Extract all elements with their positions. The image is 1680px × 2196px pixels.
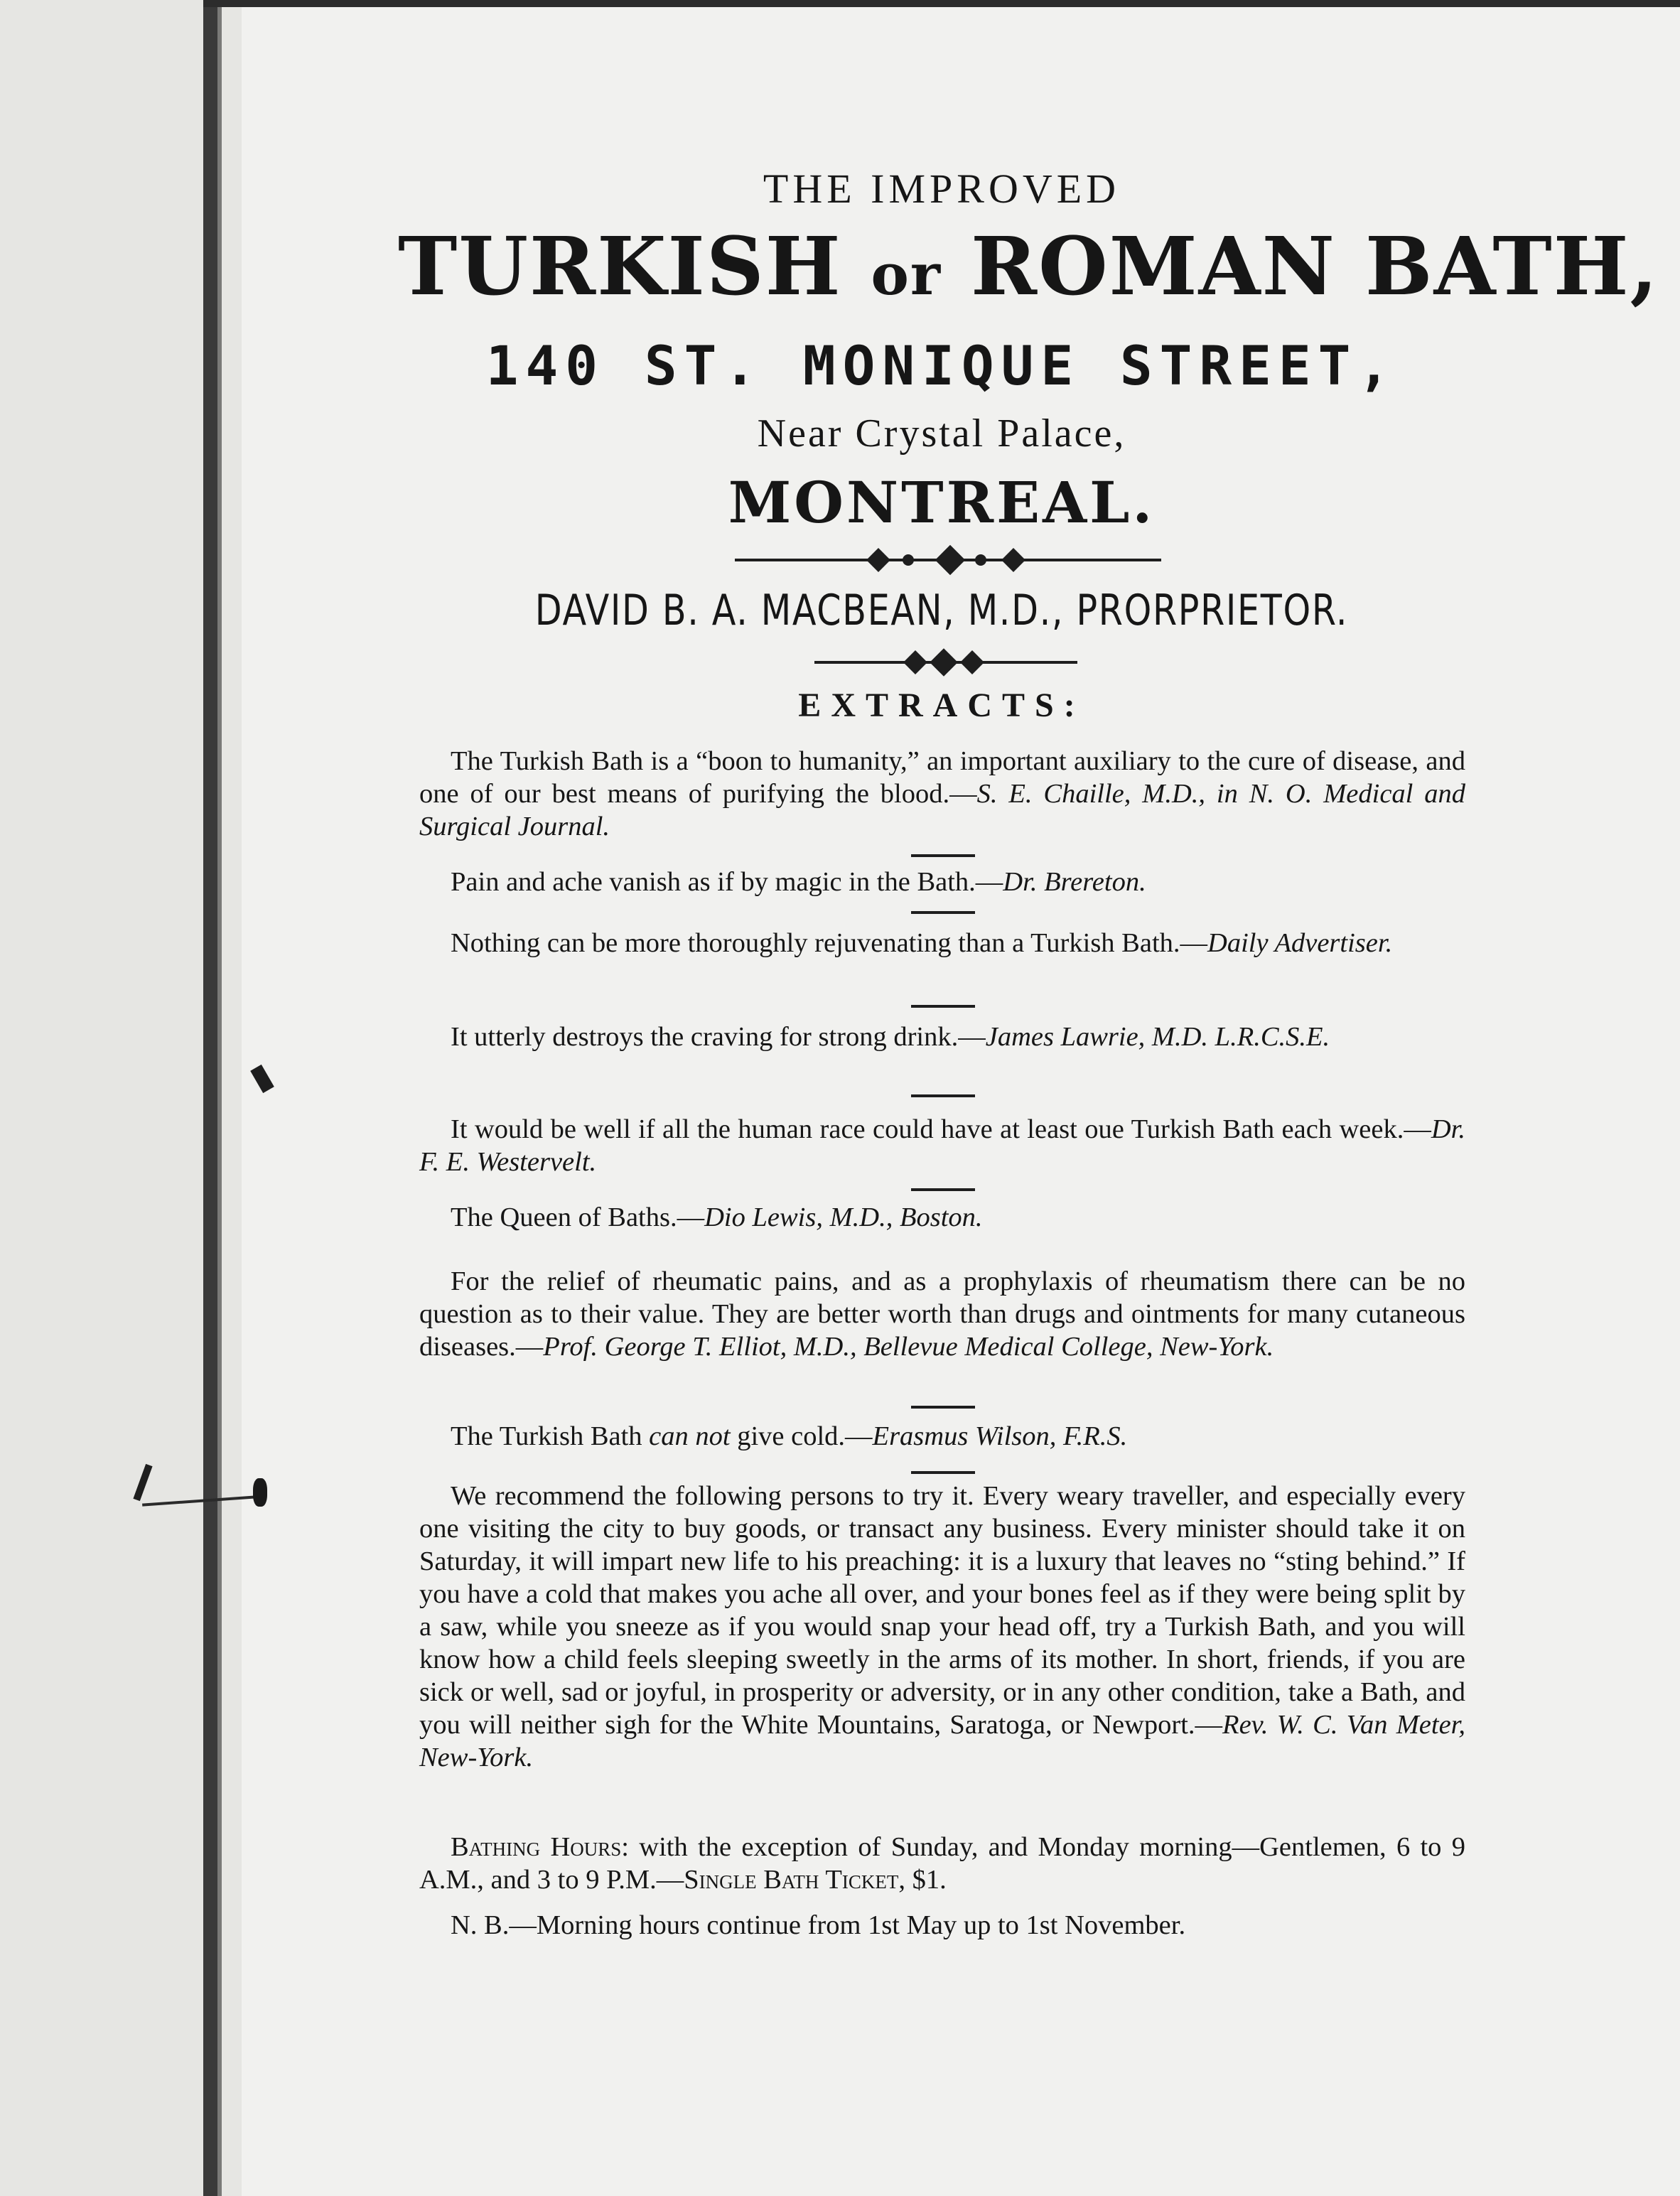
- separator-rule: [911, 1406, 975, 1409]
- hours-text: : with the exception of Sunday, and Monday morning—Gentlemen, 6 to 9 A.M., and 3 to 9 P.M.—: [419, 1832, 1465, 1895]
- extract-text: Nothing can be more thoroughly rejuvenating than a Turkish Bath.—: [451, 928, 1208, 958]
- extract-5: [419, 1113, 1465, 1178]
- extract-2: [419, 866, 1465, 898]
- separator-rule: [911, 1005, 975, 1008]
- extract-1: [419, 745, 1465, 843]
- title-roman-bath: ROMAN BATH,: [971, 220, 1659, 313]
- separator-rule: [911, 1471, 975, 1474]
- title-turkish: TURKISH: [398, 220, 842, 313]
- main-title: [398, 220, 1659, 313]
- ornamental-rule: [735, 559, 1161, 561]
- nearby-landmark: Near Crystal Palace,: [757, 411, 1126, 456]
- extract-source: S. E. Chaille, M.D., in N. O. Medical and Surgical Journal.: [419, 779, 1465, 841]
- edge-mark: [250, 1065, 274, 1093]
- extract-source: Dr. Brereton.: [1003, 867, 1146, 897]
- ticket-label: Single Bath Ticket: [684, 1865, 899, 1895]
- separator-rule: [911, 1094, 975, 1097]
- extract-source: Daily Advertiser.: [1207, 928, 1393, 958]
- extract-emphasis: can not: [649, 1421, 731, 1451]
- extract-source: Prof. George T. Elliot, M.D., Bellevue Medical College, New-York.: [543, 1332, 1274, 1362]
- extract-3: [419, 927, 1465, 959]
- extract-9: [419, 1480, 1465, 1774]
- extract-text: The Turkish Bath: [451, 1421, 650, 1451]
- extract-text: We recommend the following persons to try it. Every weary traveller, and especially every one visiting the city to buy goods, or transact any business. Every minister should take it on Saturday, it will impart new life to his preaching: it is a luxury that leaves no “sting behind.” If you have a cold that makes you ache all over, and your bones feel as if they were being split by a saw, while you sneeze as if you would snap your head off, try a Turkish Bath, and you will know how a child feels sleeping sweetly in the arms of its mother. In short, friends, if you are sick or well, sad or joyful, in prosperity or adversity, or in any other condition, take a Bath, and you will neither sigh for the White Mountains, Saratoga, or Newport.—: [419, 1481, 1465, 1740]
- extract-source: James Lawrie, M.D. L.R.C.S.E.: [985, 1022, 1330, 1052]
- bathing-hours: [419, 1831, 1465, 1896]
- ticket-price: , $1.: [898, 1865, 947, 1895]
- city-name: MONTREAL.: [728, 469, 1156, 536]
- extract-source: Erasmus Wilson, F.R.S.: [872, 1421, 1128, 1451]
- nota-bene: [419, 1909, 1465, 1942]
- extracts-heading: EXTRACTS:: [798, 687, 1085, 724]
- ornamental-rule: [814, 661, 1077, 664]
- spine-edge: [203, 0, 222, 2196]
- extract-text: The Queen of Baths.—: [451, 1202, 705, 1232]
- extract-source: Rev. W. C. Van Meter, New-York.: [419, 1710, 1465, 1772]
- proprietor-line: DAVID B. A. MACBEAN, M.D., PRORPRIETOR.: [534, 586, 1349, 635]
- binding-knot: [253, 1478, 267, 1507]
- kicker-heading: THE IMPROVED: [763, 166, 1121, 212]
- hours-label: Bathing Hours: [451, 1832, 622, 1862]
- note-text: N. B.—Morning hours continue from 1st May up to 1st November.: [451, 1910, 1186, 1940]
- extract-6: [419, 1201, 1465, 1234]
- separator-rule: [911, 854, 975, 857]
- separator-rule: [911, 1188, 975, 1191]
- title-or: or: [871, 241, 942, 308]
- extract-8: [419, 1420, 1465, 1453]
- extract-text: It would be well if all the human race could have at least oue Turkish Bath each week.—: [451, 1114, 1431, 1144]
- extract-text: It utterly destroys the craving for strong drink.—: [451, 1022, 986, 1052]
- page-top-edge: [203, 0, 1680, 7]
- extract-text: Pain and ache vanish as if by magic in the Bath.—: [451, 867, 1003, 897]
- separator-rule: [911, 911, 975, 914]
- extract-text: give cold.—: [730, 1421, 873, 1451]
- extract-source: Dr. F. E. Westervelt.: [419, 1114, 1465, 1177]
- extract-text: For the relief of rheumatic pains, and as a prophylaxis of rheumatism there can be no question as to their value. They are better worth than drugs and ointments for many cutaneous diseases.—: [419, 1266, 1465, 1362]
- street-address: 140 ST. MONIQUE STREET,: [485, 334, 1398, 397]
- extract-source: Dio Lewis, M.D., Boston.: [704, 1202, 983, 1232]
- extract-4: [419, 1021, 1465, 1053]
- extract-text: The Turkish Bath is a “boon to humanity,” an important auxiliary to the cure of disease, and one of our best means of purifying the blood.—: [419, 746, 1465, 809]
- extract-7: [419, 1265, 1465, 1363]
